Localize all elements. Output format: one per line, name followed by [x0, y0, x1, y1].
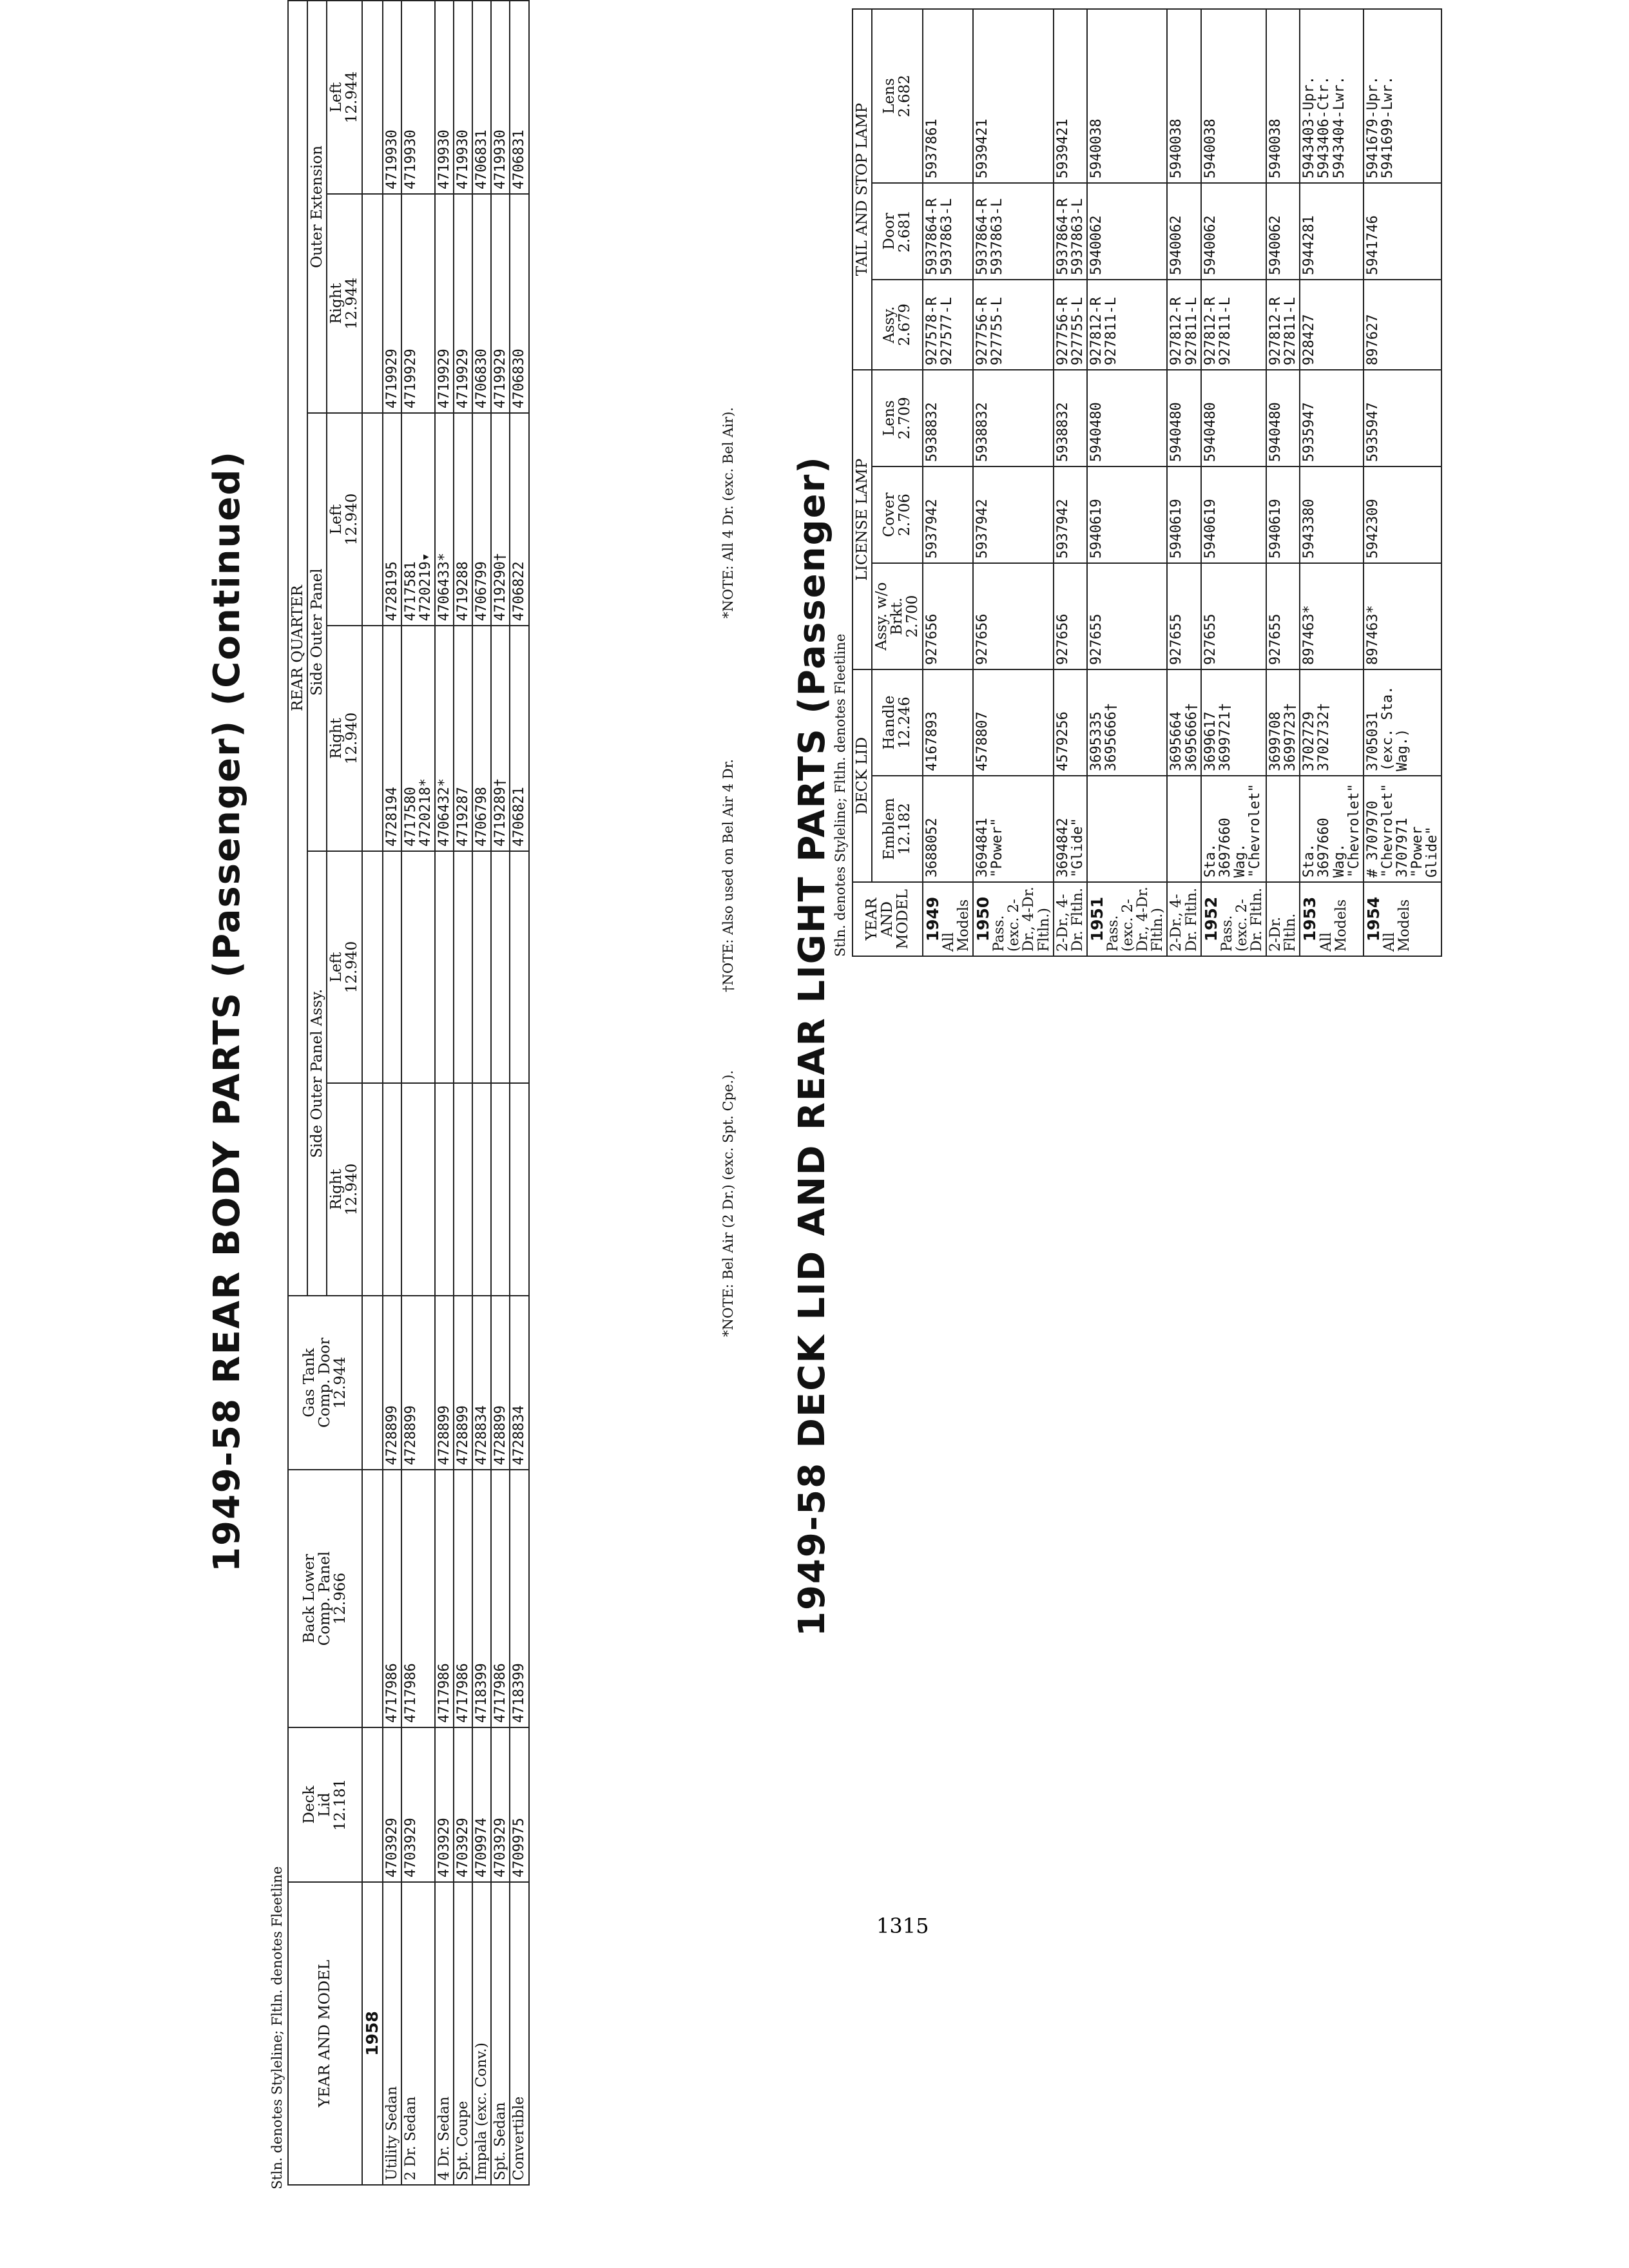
panel-left-cell: 4719290†	[491, 413, 510, 626]
assy-right-cell	[491, 1083, 510, 1296]
assy-left-cell	[435, 851, 454, 1083]
table-row	[510, 1, 528, 2185]
table-row	[454, 1, 472, 2185]
extension-right-cell: 4706830	[510, 194, 528, 413]
deck-lid-header-note: Stln. denotes Styleline; Fltln. denotes Fleetline	[833, 633, 848, 957]
model-cell: Utility Sedan	[383, 1882, 401, 2185]
rear-body-note-2: †NOTE: Also used on Bel Air 4 Dr.	[720, 759, 736, 992]
col-tail-lens: Lens 2.682	[872, 9, 922, 183]
rear-body-note-3: *NOTE: All 4 Dr. (exc. Bel Air).	[720, 407, 736, 619]
tail-lens-cell: 5937861	[923, 9, 973, 183]
col-gas-tank: Gas Tank Comp. Door 12.944	[288, 1296, 362, 1470]
panel-left-cell: 4728195	[383, 413, 401, 626]
panel-right-cell: 4706798	[472, 626, 491, 851]
license-cover-cell: 5942309	[1364, 466, 1441, 563]
assy-left-cell	[383, 851, 401, 1083]
model-cell: 1951 Pass. (exc. 2-Dr., 4-Dr. Fltln.)	[1087, 882, 1168, 956]
license-cover-cell: 5937942	[1054, 466, 1087, 563]
col-year-model: YEAR AND MODEL	[853, 882, 923, 956]
table-row	[923, 9, 973, 956]
col-right: Right 12.940	[327, 626, 361, 851]
license-cover-cell: 5937942	[923, 466, 973, 563]
panel-left-cell: 4706799	[472, 413, 491, 626]
page-number: 1315	[876, 1914, 929, 1938]
deck-lid-cell: 4709974	[472, 1727, 491, 1882]
table-row	[383, 1, 401, 2185]
col-side-outer-assy: Side Outer Panel Assy.	[307, 851, 327, 1296]
emblem-cell	[1087, 776, 1168, 882]
license-assy-cell: 927655	[1266, 563, 1300, 669]
panel-left-cell: 4706822	[510, 413, 528, 626]
col-year-model: YEAR AND MODEL	[288, 1882, 362, 2185]
tail-lens-cell: 5940038	[1201, 9, 1267, 183]
license-lens-cell: 5940480	[1087, 370, 1168, 466]
handle-cell: 4167893	[923, 669, 973, 776]
license-lens-cell: 5935947	[1300, 370, 1363, 466]
gas-tank-cell: 4728899	[454, 1296, 472, 1470]
license-assy-cell: 927655	[1201, 563, 1267, 669]
assy-left-cell	[454, 851, 472, 1083]
license-cover-cell: 5940619	[1266, 466, 1300, 563]
panel-right-cell: 4728194	[383, 626, 401, 851]
rear-body-title: 1949-58 REAR BODY PARTS (Passenger) (Continued)	[206, 450, 248, 1572]
col-emblem: Emblem 12.182	[872, 776, 922, 882]
panel-right-cell: 4706432*	[435, 626, 454, 851]
table-row	[973, 9, 1054, 956]
table-row	[491, 1, 510, 2185]
gas-tank-cell: 4728899	[401, 1296, 435, 1470]
license-lens-cell: 5940480	[1201, 370, 1267, 466]
col-back-lower: Back Lower Comp. Panel 12.966	[288, 1470, 362, 1727]
extension-left-cell: 4706831	[472, 1, 491, 194]
panel-left-cell: 4717581 4720219▾	[401, 413, 435, 626]
handle-cell: 3699708 3699723†	[1266, 669, 1300, 776]
tail-door-cell: 5940062	[1167, 183, 1200, 280]
col-deck-lid: Deck Lid 12.181	[288, 1727, 362, 1882]
emblem-cell	[1266, 776, 1300, 882]
empty-cell	[362, 1470, 383, 1727]
deck-lid-cell: 4703929	[491, 1727, 510, 1882]
license-cover-cell: 5940619	[1167, 466, 1200, 563]
tail-lens-cell: 5940038	[1266, 9, 1300, 183]
license-assy-cell: 897463*	[1300, 563, 1363, 669]
tail-lens-cell: 5940038	[1167, 9, 1200, 183]
table-row	[1167, 9, 1200, 956]
empty-cell	[362, 194, 383, 413]
model-cell: 2 Dr. Sedan	[401, 1882, 435, 2185]
extension-left-cell: 4719930	[491, 1, 510, 194]
panel-right-cell: 4719289†	[491, 626, 510, 851]
model-cell: Impala (exc. Conv.)	[472, 1882, 491, 2185]
back-lower-cell: 4717986	[454, 1470, 472, 1727]
gas-tank-cell: 4728834	[510, 1296, 528, 1470]
tail-lens-cell: 5943403-Upr. 5943406-Ctr. 5943404-Lwr.	[1300, 9, 1363, 183]
deck-lid-cell: 4703929	[401, 1727, 435, 1882]
col-outer-extension: Outer Extension	[307, 1, 327, 413]
tail-lens-cell: 5940038	[1087, 9, 1168, 183]
empty-cell	[362, 1, 383, 194]
table-row	[435, 1, 454, 2185]
assy-right-cell	[435, 1083, 454, 1296]
license-assy-cell: 927655	[1167, 563, 1200, 669]
emblem-cell: Sta. 3697660 Wag. "Chevrolet"	[1300, 776, 1363, 882]
panel-right-cell: 4717580 4720218*	[401, 626, 435, 851]
extension-left-cell: 4706831	[510, 1, 528, 194]
handle-cell: 3702729 3702732†	[1300, 669, 1363, 776]
col-deck-lid: DECK LID	[853, 669, 872, 882]
emblem-cell: 3694841 "Power"	[973, 776, 1054, 882]
tail-assy-cell: 927578-R 927577-L	[923, 280, 973, 370]
empty-cell	[362, 1296, 383, 1470]
panel-right-cell: 4706821	[510, 626, 528, 851]
assy-right-cell	[510, 1083, 528, 1296]
col-right: Right 12.944	[327, 194, 361, 413]
emblem-cell	[1167, 776, 1200, 882]
handle-cell: 4579256	[1054, 669, 1087, 776]
license-cover-cell: 5940619	[1201, 466, 1267, 563]
deck-lid-cell: 4703929	[383, 1727, 401, 1882]
year-heading: 1958	[362, 1882, 383, 2185]
back-lower-cell: 4718399	[472, 1470, 491, 1727]
col-license-lens: Lens 2.709	[872, 370, 922, 466]
tail-door-cell: 5937864-R 5937863-L	[973, 183, 1054, 280]
back-lower-cell: 4717986	[383, 1470, 401, 1727]
tail-assy-cell: 927812-R 927811-L	[1167, 280, 1200, 370]
col-left: Left 12.940	[327, 413, 361, 626]
model-cell: Spt. Coupe	[454, 1882, 472, 2185]
handle-cell: 3695335 3695666†	[1087, 669, 1168, 776]
tail-assy-cell: 927756-R 927755-L	[973, 280, 1054, 370]
extension-left-cell: 4719930	[383, 1, 401, 194]
license-cover-cell: 5937942	[973, 466, 1054, 563]
model-cell: 1952 Pass. (exc. 2-Dr. Fltln.	[1201, 882, 1267, 956]
model-cell: 2-Dr., 4-Dr. Fltln.	[1054, 882, 1087, 956]
gas-tank-cell: 4728899	[435, 1296, 454, 1470]
deck-lid-table	[852, 8, 1442, 957]
extension-left-cell: 4719930	[401, 1, 435, 194]
tail-assy-cell: 897627	[1364, 280, 1441, 370]
col-left: Left 12.944	[327, 1, 361, 194]
panel-right-cell: 4719287	[454, 626, 472, 851]
empty-cell	[362, 1727, 383, 1882]
gas-tank-cell: 4728834	[472, 1296, 491, 1470]
back-lower-cell: 4717986	[491, 1470, 510, 1727]
col-right: Right 12.940	[327, 1083, 361, 1296]
tail-assy-cell: 928427	[1300, 280, 1363, 370]
extension-left-cell: 4719930	[454, 1, 472, 194]
extension-right-cell: 4706830	[472, 194, 491, 413]
assy-left-cell	[472, 851, 491, 1083]
license-cover-cell: 5943380	[1300, 466, 1363, 563]
tail-assy-cell: 927756-R 927755-L	[1054, 280, 1087, 370]
rear-body-note-1: *NOTE: Bel Air (2 Dr.) (exc. Spt. Cpe.).	[720, 1070, 736, 1337]
col-license-lamp: LICENSE LAMP	[853, 370, 872, 669]
extension-right-cell: 4719929	[491, 194, 510, 413]
assy-right-cell	[383, 1083, 401, 1296]
gas-tank-cell: 4728899	[491, 1296, 510, 1470]
model-cell: 1954 All Models	[1364, 882, 1441, 956]
license-cover-cell: 5940619	[1087, 466, 1168, 563]
empty-cell	[362, 1083, 383, 1296]
license-lens-cell: 5935947	[1364, 370, 1441, 466]
gas-tank-cell: 4728899	[383, 1296, 401, 1470]
emblem-cell: 3694842 "Glide"	[1054, 776, 1087, 882]
col-side-outer-panel: Side Outer Panel	[307, 413, 327, 851]
license-assy-cell: 897463*	[1364, 563, 1441, 669]
col-license-cover: Cover 2.706	[872, 466, 922, 563]
table-row	[1300, 9, 1363, 956]
emblem-cell: # 3707970 "Chevrolet" 3707971 "Power Glide"	[1364, 776, 1441, 882]
tail-lens-cell: 5941679-Upr. 5941699-Lwr.	[1364, 9, 1441, 183]
col-tail-assy: Assy. 2.679	[872, 280, 922, 370]
tail-door-cell: 5940062	[1266, 183, 1300, 280]
deck-lid-cell: 4703929	[435, 1727, 454, 1882]
license-lens-cell: 5940480	[1266, 370, 1300, 466]
model-cell: 1949 All Models	[923, 882, 973, 956]
assy-left-cell	[491, 851, 510, 1083]
license-lens-cell: 5940480	[1167, 370, 1200, 466]
empty-cell	[362, 851, 383, 1083]
table-row	[1087, 9, 1168, 956]
table-row	[1054, 9, 1087, 956]
col-tail-stop-lamp: TAIL AND STOP LAMP	[853, 9, 872, 370]
table-row	[1201, 9, 1267, 956]
tail-assy-cell: 927812-R 927811-L	[1201, 280, 1267, 370]
deck-lid-cell: 4703929	[454, 1727, 472, 1882]
back-lower-cell: 4718399	[510, 1470, 528, 1727]
deck-lid-cell: 4709975	[510, 1727, 528, 1882]
assy-left-cell	[510, 851, 528, 1083]
handle-cell: 3695664 3695666†	[1167, 669, 1200, 776]
model-cell: 2-Dr., 4-Dr. Fltln.	[1167, 882, 1200, 956]
model-cell: 4 Dr. Sedan	[435, 1882, 454, 2185]
extension-right-cell: 4719929	[454, 194, 472, 413]
rear-body-table	[287, 0, 530, 2186]
license-lens-cell: 5938832	[923, 370, 973, 466]
col-rear-quarter: REAR QUARTER	[288, 1, 307, 1296]
col-left: Left 12.940	[327, 851, 361, 1083]
model-cell: 1950 Pass. (exc. 2-Dr., 4-Dr. Fltln.)	[973, 882, 1054, 956]
emblem-cell: 3688052	[923, 776, 973, 882]
license-assy-cell: 927656	[923, 563, 973, 669]
table-row	[472, 1, 491, 2185]
table-row	[401, 1, 435, 2185]
model-cell: Spt. Sedan	[491, 1882, 510, 2185]
extension-right-cell: 4719929	[435, 194, 454, 413]
rear-body-header-note: Stln. denotes Styleline; Fltln. denotes Fleetline	[269, 1866, 285, 2189]
handle-cell: 3699617 3699721†	[1201, 669, 1267, 776]
col-tail-door: Door 2.681	[872, 183, 922, 280]
license-assy-cell: 927656	[1054, 563, 1087, 669]
handle-cell: 4578807	[973, 669, 1054, 776]
handle-cell: 3705031 (exc. Sta. Wag.)	[1364, 669, 1441, 776]
tail-lens-cell: 5939421	[1054, 9, 1087, 183]
tail-door-cell: 5940062	[1087, 183, 1168, 280]
license-assy-cell: 927656	[973, 563, 1054, 669]
table-row	[1266, 9, 1300, 956]
assy-right-cell	[454, 1083, 472, 1296]
license-lens-cell: 5938832	[973, 370, 1054, 466]
license-lens-cell: 5938832	[1054, 370, 1087, 466]
model-cell: 2-Dr. Fltln.	[1266, 882, 1300, 956]
model-cell: Convertible	[510, 1882, 528, 2185]
empty-cell	[362, 413, 383, 626]
panel-left-cell: 4706433*	[435, 413, 454, 626]
tail-door-cell: 5940062	[1201, 183, 1267, 280]
model-cell: 1953 All Models	[1300, 882, 1363, 956]
emblem-cell: Sta. 3697660 Wag. "Chevrolet"	[1201, 776, 1267, 882]
assy-right-cell	[472, 1083, 491, 1296]
back-lower-cell: 4717986	[435, 1470, 454, 1727]
col-license-assy: Assy. w/o Brkt. 2.700	[872, 563, 922, 669]
tail-door-cell: 5941746	[1364, 183, 1441, 280]
tail-door-cell: 5937864-R 5937863-L	[1054, 183, 1087, 280]
tail-lens-cell: 5939421	[973, 9, 1054, 183]
extension-left-cell: 4719930	[435, 1, 454, 194]
license-assy-cell: 927655	[1087, 563, 1168, 669]
tail-door-cell: 5944281	[1300, 183, 1363, 280]
extension-right-cell: 4719929	[383, 194, 401, 413]
table-row	[1364, 9, 1441, 956]
assy-left-cell	[401, 851, 435, 1083]
assy-right-cell	[401, 1083, 435, 1296]
panel-left-cell: 4719288	[454, 413, 472, 626]
empty-cell	[362, 626, 383, 851]
tail-assy-cell: 927812-R 927811-L	[1087, 280, 1168, 370]
deck-lid-title: 1949-58 DECK LID AND REAR LIGHT PARTS (Passenger)	[791, 456, 833, 1637]
back-lower-cell: 4717986	[401, 1470, 435, 1727]
tail-assy-cell: 927812-R 927811-L	[1266, 280, 1300, 370]
col-handle: Handle 12.246	[872, 669, 922, 776]
extension-right-cell: 4719929	[401, 194, 435, 413]
tail-door-cell: 5937864-R 5937863-L	[923, 183, 973, 280]
